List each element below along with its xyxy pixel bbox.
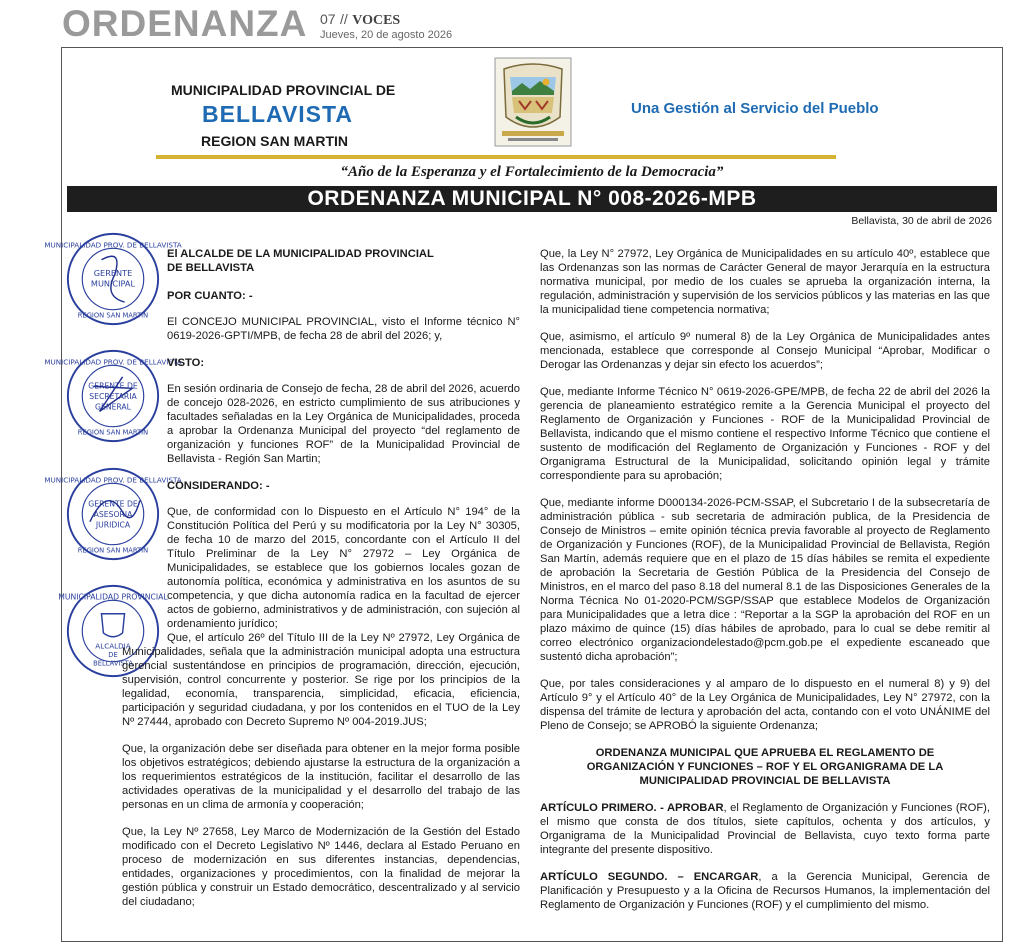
seal-center-text: GERENTE DE <box>88 499 138 509</box>
considerando-heading: CONSIDERANDO: - <box>167 480 270 492</box>
masthead-section: ORDENANZA <box>62 3 308 44</box>
seal-center-text: BELLAVISTA <box>93 659 133 668</box>
seal-center-text: GENERAL <box>95 402 131 412</box>
seal-outer-text: MUNICIPALIDAD PROV. DE BELLAVISTA <box>44 475 182 485</box>
seal-center-text: GERENTE DE <box>88 381 138 391</box>
por-cuanto-heading: POR CUANTO: - <box>167 290 253 302</box>
mayor-heading-line2: DE BELLAVISTA <box>167 262 255 274</box>
paragraph: Que, la Ley Nº 27658, Ley Marco de Modernización de la Gestión del Estado modificado con el Decreto Legislativo Nº 1446, declara al Estado Peruano en proceso de modernización en sus diferentes instancias, dependencias, entidades, organizaciones y procedimientos, con la finalidad de mejorar la gestión pública y construir un Estado democrático, descentralizado y al servicio del ciudadano; <box>122 826 520 908</box>
seal-center-text: SECRETARIA <box>89 391 137 401</box>
mayor-heading-line1: El ALCALDE DE LA MUNICIPALIDAD PROVINCIAL <box>167 248 434 260</box>
newspaper-name: VOCES <box>352 13 401 28</box>
page-number: 07 <box>320 11 336 27</box>
seal-center-text: ALCALDIA <box>95 641 131 651</box>
ordinance-heading: ORDENANZA MUNICIPAL QUE APRUEBA EL REGLAMENTO DE ORGANIZACIÓN Y FUNCIONES – ROF Y EL ORGANIGRAMA DE LA MUNICIPALIDAD PROVINCIAL DE BELLAVISTA <box>586 747 944 787</box>
institution-region: REGION SAN MARTIN <box>201 133 348 149</box>
paragraph: Que, el artículo 26º del Título III de la Ley Nº 27972, Ley Orgánica de Municipalidades, señala que la administración municipal adopta una estructura gerencial sustentándose en principios de programación, dirección, ejecución, supervisión, control concurrente y posterior. Se rige por los principios de la legalidad, economía, transparencia, simplicidad, eficacia, eficiencia, participación y seguridad ciudadana, y por los contenidos en el TUO de la Ley Nº 27444, aprobado con Decreto Supremo Nº 004-2019.JUS; <box>122 632 520 728</box>
article-second-label: ARTÍCULO SEGUNDO. – ENCARGAR <box>540 871 759 883</box>
gold-divider <box>156 155 836 159</box>
institution-line: MUNICIPALIDAD PROVINCIAL DE <box>171 82 396 98</box>
document-title: ORDENANZA MUNICIPAL N° 008-2026-MPB <box>67 186 997 212</box>
municipal-crest-icon <box>494 57 572 147</box>
year-motto: “Año de la Esperanza y el Fortalecimiento de la Democracia” <box>340 164 724 180</box>
visto-heading: VISTO: <box>167 357 205 369</box>
paragraph: Que, mediante Informe Técnico N° 0619-2026-GPE/MPB, de fecha 22 de abril del 2026 la gerencia de planeamiento estratégico remite a la Gerencia Municipal el proyecto del Reglamento de Organización y Funciones - ROF de la Municipalidad Provincial de Bellavista, indicando que el mismo contiene el respectivo Informe Técnico que contiene el sustento de modificación del Reglamento de Organización y Funciones - ROF y del Organigrama Estructural de la Municipalidad, solicitando opinión legal y trámite correspondiente para su aprobación; <box>540 386 990 482</box>
paragraph: Que, de conformidad con lo Dispuesto en el Artículo N° 194° de la Constitución Política del Perú y su modificatoria por la Ley N° 30305, de fecha 10 de marzo del 2015, concordante con el Artículo II del Título Preliminar de la Ley N° 27972 – Ley Orgánica de Municipalidades, se establece que los gobiernos locales gozan de autonomía política, económica y administrativa en los asuntos de su competencia, y que dicha autonomía radica en la facultad de ejercer actos de gobierno, administrativos y de administración, con sujeción al ordenamiento jurídico; <box>167 506 520 630</box>
seal-center-text: JURIDICA <box>95 520 131 530</box>
paragraph: Que, mediante informe D000134-2026-PCM-SSAP, el Subcretario I de la subsecretaría de administración pública - sub secretaria de admiración publica, de la Presidencia de Consejo de Ministros – emite opinión técnica previa favorable al proyecto de Reglamento de Organización y Funciones (ROF), de la Municipalidad Provincial de Bellavista, Región San Martín, además requiere que en el plazo de 15 días hábiles se remita el expediente de aprobación la Secretaria de Gestión Pública de la Presidencia del Consejo de Ministros, en el marco del paso 8.18 del numeral 8.1 de las Disposiciones Generales de la Norma Técnica No 01-2020-PCM/SGP/SSAP que establece Modelos de Organización para Municipalidades que a letra dice : “Reportar a la SGP la aprobación del ROF en un plazo máximo de quince (15) días hábiles de aprobado, para lo cual se debe remitir al correo electrónico organizaciondelestado@pcm.gob.pe el expediente escaneado que sustentó dicha aprobación”; <box>540 497 990 663</box>
seal-outer-text: MUNICIPALIDAD PROV. DE BELLAVISTA <box>44 357 182 367</box>
seal-bottom-text: REGION SAN MARTIN <box>77 546 149 555</box>
right-column <box>540 247 990 925</box>
seal-bottom-text: REGION SAN MARTIN <box>77 311 149 320</box>
paragraph: Que, la organización debe ser diseñada para obtener en la mejor forma posible los objetivos estratégicos; debiendo ajustarse la estructura de la organización a los requerimientos estratégicos de la institución, facilitar el desarrollo de las actividades operativas de la municipalidad y el desarrollo del trabajo de las personas en un clima de armonía y cooperación; <box>122 743 520 811</box>
seal-center-text: GERENTE <box>93 268 133 279</box>
seal-outer-text: MUNICIPALIDAD PROVINCIAL <box>58 592 168 602</box>
article-first-label: ARTÍCULO PRIMERO. - APROBAR <box>540 802 724 814</box>
seal-center-text: ASESORIA <box>93 509 133 519</box>
article-first <box>540 801 990 857</box>
ordinance-document <box>44 47 1003 942</box>
seal-outer-text: MUNICIPALIDAD PROV. DE BELLAVISTA <box>44 240 182 250</box>
institution-name: BELLAVISTA <box>202 101 353 127</box>
paragraph: Que, la Ley N° 27972, Ley Orgánica de Municipalidades en su artículo 40º, establece que las Ordenanzas son las normas de Carácter General de mayor Jerarquía en la estructura normativa municipal, por medio de los cuales se aprueba la organización interna, la regulación, administración y supervisión de los servicios públicos y las materias en las que la municipalidad tiene competencia normativa; <box>540 248 990 316</box>
paragraph: En sesión ordinaria de Consejo de fecha, 28 de abril del 2026, acuerdo de concejo 028-2026, en estricto cumplimiento de sus atribuciones y facultades señaladas en la Ley Orgánica de Municipalidades, proceda a aprobar la Ordenanza Municipal del proyecto “del reglamento de organización y funciones ROF” de la Municipalidad Provincial de Bellavista - Región San Martin; <box>167 383 520 465</box>
paragraph: Que, por tales consideraciones y al amparo de lo dispuesto en el numeral 8) y 9) del Artículo 9° y el Artículo 40° de la Ley Orgánica de Municipalidades, Ley N° 27972, con la dispensa del trámite de lectura y aprobación del acta, contando con el voto UNÁNIME del Pleno de Consejo; se APROBÓ la siguiente Ordenanza; <box>540 678 990 732</box>
masthead-meta <box>320 11 400 29</box>
place-date: Bellavista, 30 de abril de 2026 <box>851 215 992 227</box>
institution-motto: Una Gestión al Servicio del Pueblo <box>631 100 879 117</box>
article-second <box>540 870 990 912</box>
mayor-heading <box>167 247 520 275</box>
seal-bottom-text: REGION SAN MARTIN <box>77 428 149 437</box>
issue-date: Jueves, 20 de agosto 2026 <box>320 29 453 41</box>
left-column <box>122 247 520 922</box>
seal-center-text: MUNICIPAL <box>90 278 136 289</box>
masthead-separator: // <box>340 11 348 27</box>
paragraph: Que, asimismo, el artículo 9º numeral 8) de la Ley Orgánica de Municipalidades antes mencionada, establece que corresponde al Consejo Municipal “Aprobar, Modificar o Derogar las Ordenanzas y dejar sin efecto los acuerdos”; <box>540 331 990 371</box>
paragraph: El CONCEJO MUNICIPAL PROVINCIAL, visto el Informe técnico N° 0619-2026-GPTI/MPB, de fecha 28 de abril del 2026; y, <box>167 316 520 342</box>
seal-center-text: DE <box>108 650 118 659</box>
article-second-text: , a la Gerencia Municipal, Gerencia de Planificación y Presupuesto y a la Oficina de Recursos Humanos, la implementación del Reglamento de Organización y Funciones (ROF) y el cumplimiento del mismo. <box>540 871 990 911</box>
article-first-text: , el Reglamento de Organización y Funciones (ROF), el mismo que consta de dos títulos, siete capítulos, ochenta y dos artículos, y Organigrama de la Municipalidad Provincial de Bellavista, cuyo texto forma parte integrante del presente dispositivo. <box>540 802 990 856</box>
